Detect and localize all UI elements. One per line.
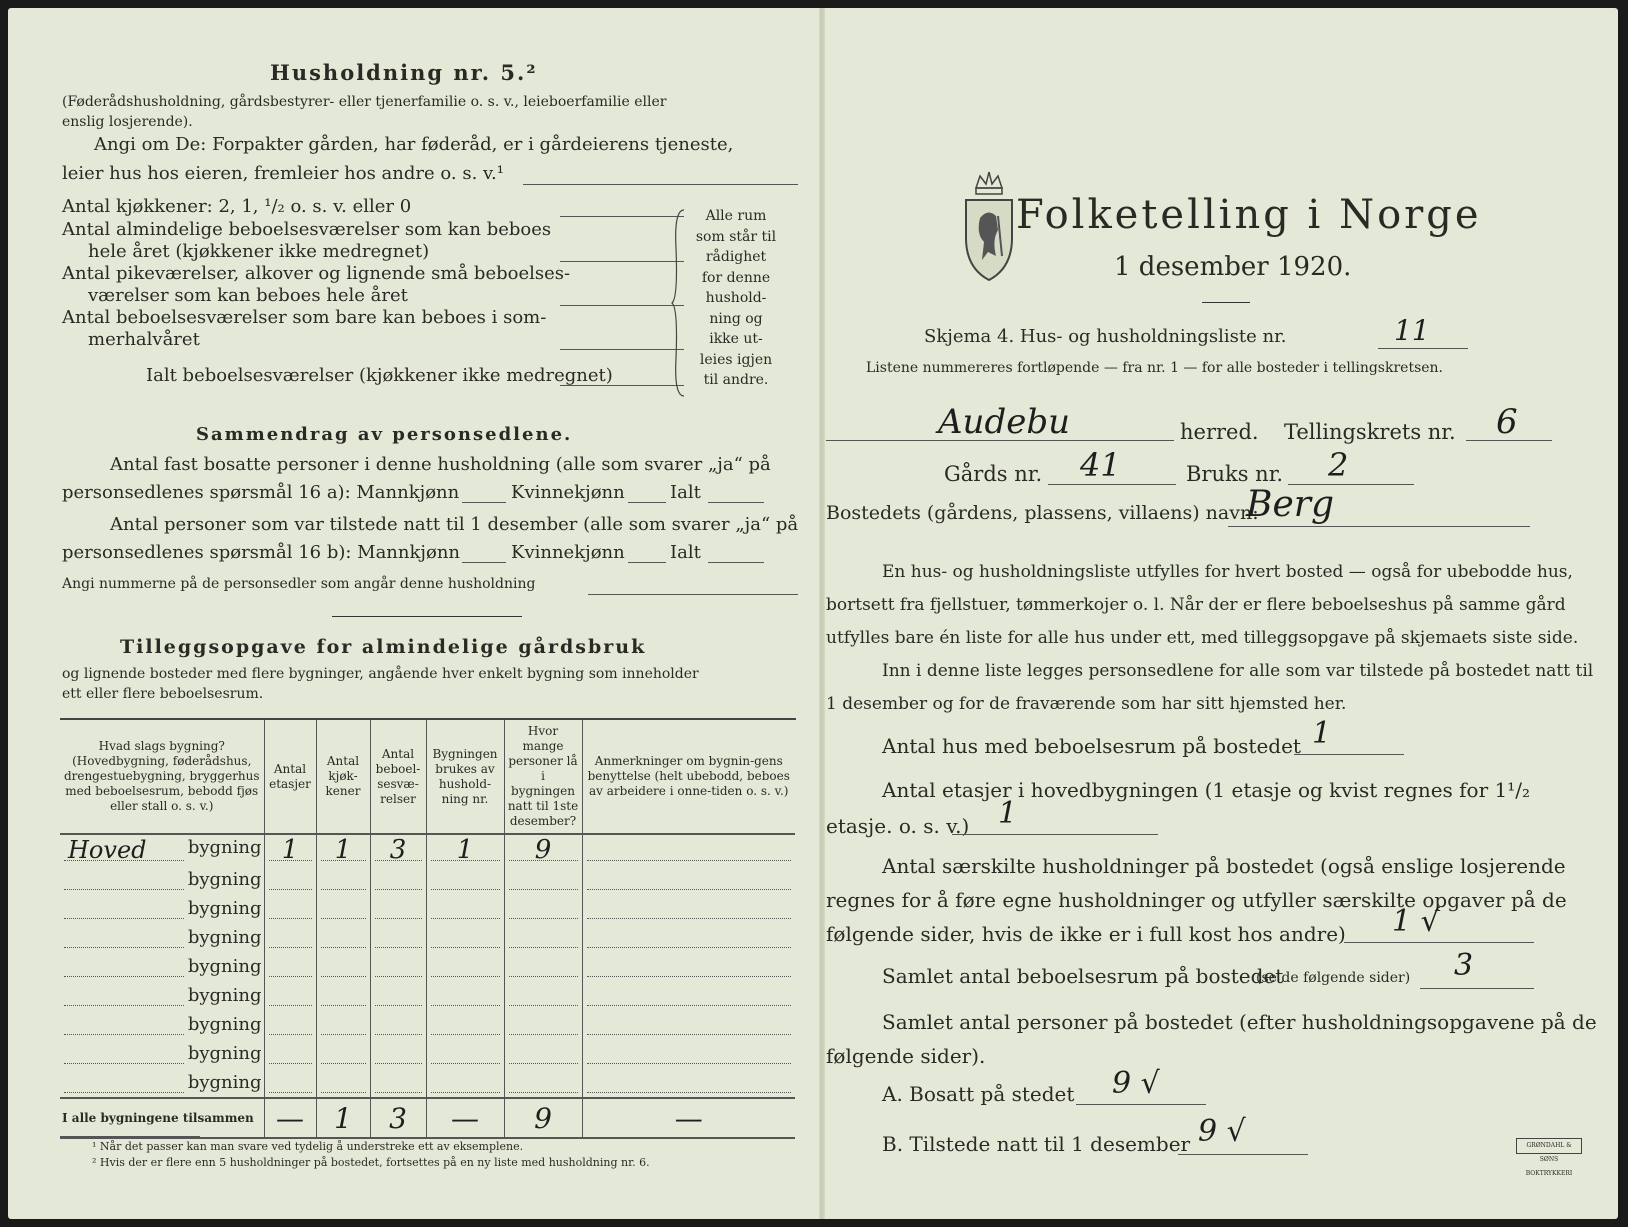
angi-line-2: leier hus hos eieren, fremleier hos andre o. s. v.¹ <box>62 163 504 184</box>
rooms-line-1: Antal kjøkkener: 2, 1, ¹/₂ o. s. v. eller 0 <box>62 196 412 217</box>
brace-note-line: som står til <box>695 228 777 245</box>
rooms-line-5: værelser som kan beboes hele året <box>88 285 408 306</box>
sum-cell: — <box>582 1098 795 1138</box>
table-cell <box>582 923 795 952</box>
col-header-kitchens: Antal kjøk-kener <box>316 720 370 834</box>
q-hus-label: Antal hus med beboelsesrum på bostedet <box>882 734 1301 758</box>
table-cell <box>264 952 316 981</box>
table-row <box>60 1010 795 1039</box>
angi-line-1: Angi om De: Forpakter gården, har føderåd, er i gårdeierens tjeneste, <box>94 134 734 155</box>
q-etasjer-value: 1 <box>998 796 1018 831</box>
bosted-value: Berg <box>1246 484 1335 525</box>
table-cell <box>426 923 504 952</box>
table-row <box>60 923 795 952</box>
table-cell <box>582 952 795 981</box>
cell-value: 9 <box>534 835 552 865</box>
q-rum-label: Samlet antal beboelsesrum på bostedet <box>882 964 1284 988</box>
a-label: A. Bosatt på stedet <box>882 1082 1075 1106</box>
table-cell <box>370 981 426 1010</box>
q-rum-note: (se de følgende sider) <box>1256 970 1411 986</box>
b-value: 9 √ <box>1198 1114 1246 1149</box>
q-hush-line-2: regnes for å føre egne husholdninger og utfyller særskilte opgaver på de <box>826 888 1567 912</box>
census-date: 1 desember 1920. <box>1114 252 1352 282</box>
summary-line-3: Antal personer som var tilstede natt til 1 desember (alle som svarer „ja“ på <box>110 514 799 535</box>
krets-value: 6 <box>1496 402 1518 442</box>
table-row <box>60 894 795 923</box>
summary-line-1: Antal fast bosatte personer i denne husholdning (alle som svarer „ja“ på <box>110 454 771 475</box>
table-cell <box>426 865 504 894</box>
brace-note-line: for denne <box>701 269 771 286</box>
table-cell <box>264 894 316 923</box>
q-hus-value: 1 <box>1312 716 1332 751</box>
table-cell <box>316 1010 370 1039</box>
table-cell <box>264 1039 316 1068</box>
gards-label: Gårds nr. <box>944 462 1043 486</box>
table-cell <box>504 1039 582 1068</box>
table-cell <box>582 1039 795 1068</box>
q-etasjer-line-1: Antal etasjer i hovedbygningen (1 etasje og kvist regnes for 1¹/₂ <box>882 778 1531 802</box>
instr-line-1: En hus- og husholdningsliste utfylles for hvert bosted — også for ubebodde hus, <box>882 562 1573 582</box>
building-type-cell <box>60 981 264 1010</box>
table-cell <box>264 1068 316 1098</box>
table-cell <box>504 952 582 981</box>
q-hush-line-3: følgende sider, hvis de ikke er i full kost hos andre) <box>826 922 1346 946</box>
table-row <box>60 1068 795 1098</box>
cell-value: 1 <box>334 835 352 865</box>
table-cell <box>426 834 504 865</box>
herred-label: herred. <box>1180 420 1259 444</box>
brace-note-line: rådighet <box>705 249 767 265</box>
sum-cell: 3 <box>370 1098 426 1138</box>
rooms-line-2: Antal almindelige beboelsesværelser som kan beboes <box>62 219 552 240</box>
herred-value: Audebu <box>938 402 1070 442</box>
q-etasjer-line-2: etasje. o. s. v.) <box>826 814 970 838</box>
col-header-household: Bygningen brukes av hushold-ning nr. <box>426 720 504 834</box>
building-type-cell <box>60 1039 264 1068</box>
skjema-label: Skjema 4. Hus- og husholdningsliste nr. <box>924 326 1287 347</box>
cell-value: 1 <box>281 835 299 865</box>
left-page <box>48 8 799 1219</box>
table-cell <box>370 952 426 981</box>
building-suffix: bygning <box>187 1043 262 1064</box>
table-cell <box>316 865 370 894</box>
table-cell <box>316 981 370 1010</box>
col-header-floors: Antal etasjer <box>264 720 316 834</box>
building-type-value: Hoved <box>68 836 147 864</box>
building-suffix: bygning <box>187 898 262 919</box>
table-cell <box>316 1039 370 1068</box>
table-cell <box>370 923 426 952</box>
table-cell <box>426 1039 504 1068</box>
extra-title: Tilleggsopgave for almindelige gårdsbruk <box>120 636 647 658</box>
table-cell <box>426 1010 504 1039</box>
building-suffix: bygning <box>187 956 262 977</box>
building-type-cell <box>60 894 264 923</box>
rooms-line-6: Antal beboelsesværelser som bare kan beboes i som- <box>62 307 547 328</box>
building-suffix: bygning <box>187 927 262 948</box>
instr-line-5: 1 desember og for de fraværende som har sitt hjemsted her. <box>826 694 1347 714</box>
table-cell <box>504 834 582 865</box>
col-header-building-type: Hvad slags bygning? (Hovedbygning, føderådshus, drengestuebygning, bryggerhus med beboelsesrum, bebodd fjøs eller stall o. s. v.) <box>60 720 264 834</box>
building-type-cell <box>60 1068 264 1098</box>
b-label: B. Tilstede natt til 1 desember <box>882 1132 1191 1156</box>
table-cell <box>316 1068 370 1098</box>
sum-cell: 9 <box>504 1098 582 1138</box>
numbers-line: Angi nummerne på de personsedler som angår denne husholdning <box>62 576 536 592</box>
building-type-cell <box>60 865 264 894</box>
table-cell <box>316 923 370 952</box>
q-pers-line-2: følgende sider). <box>826 1044 986 1068</box>
table-cell <box>504 923 582 952</box>
table-cell <box>316 834 370 865</box>
intro-line-1: (Føderådshusholdning, gårdsbestyrer- eller tjenerfamilie o. s. v., leieboerfamilie eller <box>62 94 667 110</box>
sum-row <box>60 1098 795 1138</box>
q-hush-value: 1 √ <box>1392 904 1440 939</box>
table-cell <box>582 1068 795 1098</box>
building-type-cell <box>60 1010 264 1039</box>
building-type-cell <box>60 834 264 865</box>
sum-cell: — <box>264 1098 316 1138</box>
table-row <box>60 981 795 1010</box>
table-cell <box>582 894 795 923</box>
table-cell <box>264 923 316 952</box>
intro-line-2: enslig losjerende). <box>62 114 193 130</box>
table-cell <box>370 834 426 865</box>
table-cell <box>504 981 582 1010</box>
table-cell <box>370 865 426 894</box>
building-suffix: bygning <box>187 1072 262 1093</box>
table-row <box>60 865 795 894</box>
table-cell <box>370 1039 426 1068</box>
coat-of-arms-icon <box>958 168 1020 288</box>
household-title: Husholdning nr. 5.² <box>270 60 538 85</box>
table-row <box>60 834 795 865</box>
table-row <box>60 1039 795 1068</box>
list-number-value: 11 <box>1394 314 1430 347</box>
table-cell <box>504 865 582 894</box>
instr-line-3: utfylles bare én liste for alle hus under ett, med tilleggsopgave på skjemaets siste side. <box>826 628 1579 648</box>
total-label-2: Ialt <box>670 542 701 563</box>
krets-label: Tellingskrets nr. <box>1284 420 1456 444</box>
table-cell <box>264 865 316 894</box>
summary-line-4: personsedlenes spørsmål 16 b): Mannkjønn <box>62 542 461 563</box>
table-row <box>60 952 795 981</box>
table-cell <box>370 1010 426 1039</box>
rooms-line-7: merhalvåret <box>88 329 200 350</box>
brace-note <box>688 206 784 391</box>
table-cell <box>504 894 582 923</box>
col-header-persons: Hvor mange personer lå i bygningen natt til 1ste desember? <box>504 720 582 834</box>
building-type-cell <box>60 923 264 952</box>
extra-text-2: ett eller flere beboelsesrum. <box>62 686 264 702</box>
building-suffix: bygning <box>187 869 262 890</box>
page-fold <box>819 8 825 1219</box>
summary-title: Sammendrag av personsedlene. <box>196 424 573 445</box>
table-cell <box>264 834 316 865</box>
rooms-line-3: hele året (kjøkkener ikke medregnet) <box>88 241 430 262</box>
sum-cell: 1 <box>316 1098 370 1138</box>
table-cell <box>582 1010 795 1039</box>
table-cell <box>504 1010 582 1039</box>
table-cell <box>426 1068 504 1098</box>
q-pers-line-1: Samlet antal personer på bostedet (efter husholdningsopgavene på de <box>882 1010 1597 1034</box>
brace-note-line: til andre. <box>703 372 769 388</box>
census-sheet <box>8 8 1618 1219</box>
building-suffix: bygning <box>187 837 262 858</box>
col-header-remarks: Anmerkninger om bygnin-gens benyttelse (helt ubebodd, beboes av arbeidere i onne-tiden o. s. v.) <box>582 720 795 834</box>
table-cell <box>426 894 504 923</box>
q-hush-line-1: Antal særskilte husholdninger på bostedet (også enslige losjerende <box>882 854 1566 878</box>
brace-note-line: ikke ut- <box>709 331 763 347</box>
right-page <box>826 8 1597 1219</box>
bruks-value: 2 <box>1328 446 1349 484</box>
q-rum-value: 3 <box>1454 948 1474 983</box>
table-cell <box>582 865 795 894</box>
table-cell <box>504 1068 582 1098</box>
building-suffix: bygning <box>187 1014 262 1035</box>
table-cell <box>370 1068 426 1098</box>
ialt-rooms: Ialt beboelsesværelser (kjøkkener ikke medregnet) <box>146 365 613 386</box>
rooms-line-4: Antal pikeværelser, alkover og lignende små beboelses- <box>62 263 571 284</box>
instr-line-2: bortsett fra fjellstuer, tømmerkojer o. l. Når der er flere beboelseshus på samme gård <box>826 595 1566 615</box>
table-cell <box>370 894 426 923</box>
cell-value: 1 <box>456 835 474 865</box>
table-cell <box>582 981 795 1010</box>
sum-label: I alle bygningene tilsammen <box>60 1098 264 1138</box>
sum-cell: — <box>426 1098 504 1138</box>
summary-line-2: personsedlenes spørsmål 16 a): Mannkjønn <box>62 482 460 503</box>
brace-icon <box>670 208 688 398</box>
printer-stamp: GRØNDAHL & SØNS BOKTRYKKERI <box>1516 1138 1582 1154</box>
table-cell <box>426 952 504 981</box>
a-value: 9 √ <box>1112 1066 1160 1101</box>
brace-note-line: ning og <box>709 310 763 327</box>
census-title: Folketelling i Norge <box>1016 192 1482 238</box>
table-cell <box>264 981 316 1010</box>
building-suffix: bygning <box>187 985 262 1006</box>
building-type-cell <box>60 952 264 981</box>
bosted-label: Bostedets (gårdens, plassens, villaens) navn: <box>826 502 1259 524</box>
listene-note: Listene nummereres fortløpende — fra nr. 1 — for alle bosteder i tellingskretsen. <box>866 360 1444 376</box>
footnote-2: ² Hvis der er flere enn 5 husholdninger på bostedet, fortsettes på en ny liste med husholdning nr. 6. <box>92 1156 650 1169</box>
table-cell <box>316 894 370 923</box>
extra-text-1: og lignende bosteder med flere bygninger, angående hver enkelt bygning som inneholder <box>62 666 699 682</box>
bruks-label: Bruks nr. <box>1186 462 1284 486</box>
col-header-rooms: Antal beboel-sesvæ-relser <box>370 720 426 834</box>
table-cell <box>426 981 504 1010</box>
female-label-1: Kvinnekjønn <box>511 482 625 503</box>
footnote-1: ¹ Når det passer kan man svare ved tydelig å understreke ett av eksemplene. <box>92 1140 524 1153</box>
female-label-2: Kvinnekjønn <box>511 542 625 563</box>
table-cell <box>316 952 370 981</box>
total-label-1: Ialt <box>670 482 701 503</box>
instr-line-4: Inn i denne liste legges personsedlene for alle som var tilstede på bostedet natt til <box>882 661 1594 681</box>
table-cell <box>264 1010 316 1039</box>
table-cell <box>582 834 795 865</box>
brace-note-line: leies igjen <box>699 351 773 368</box>
gards-value: 41 <box>1080 446 1121 484</box>
brace-note-line: hushold- <box>705 290 767 306</box>
brace-note-line: Alle rum <box>705 208 767 224</box>
building-table <box>60 720 795 1139</box>
cell-value: 3 <box>389 835 407 865</box>
